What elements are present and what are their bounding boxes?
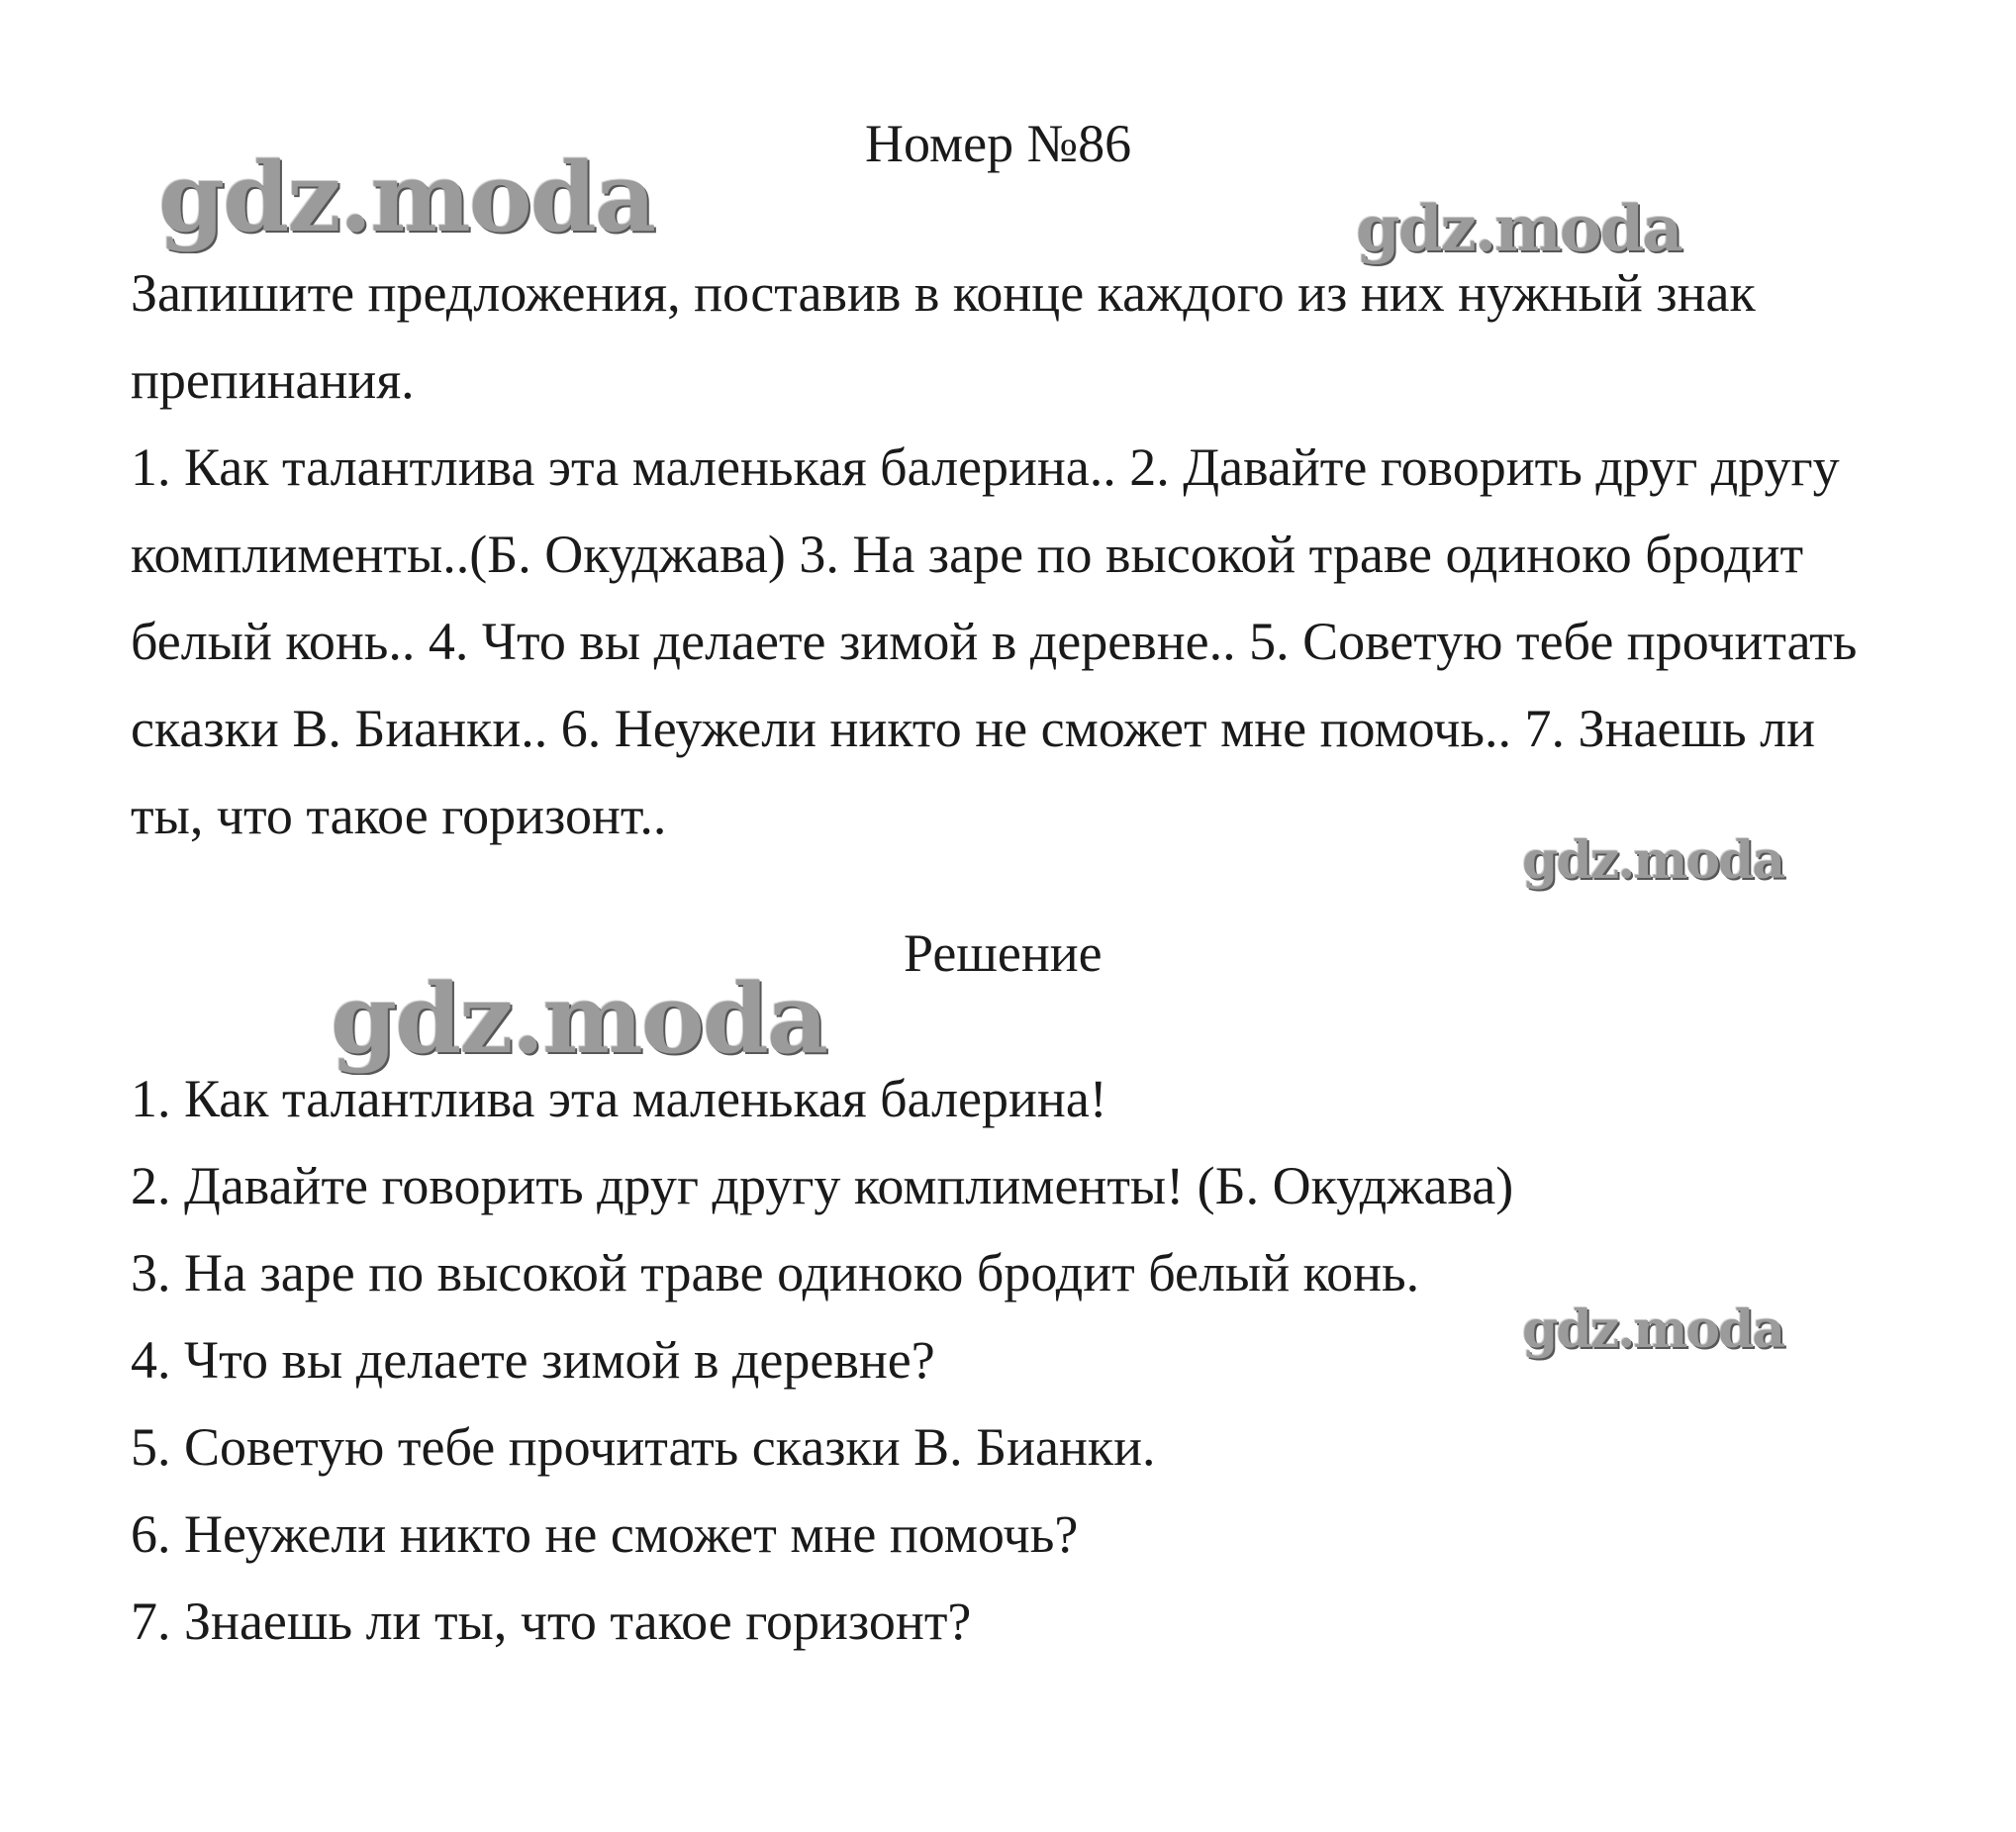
solution-title: Решение (904, 923, 1103, 983)
answer-item: 5. Советую тебе прочитать сказки В. Бианки. (131, 1417, 1156, 1477)
page-title: Номер №86 (865, 114, 1132, 173)
answer-item: 3. На заре по высокой траве одиноко бродит белый конь. (131, 1243, 1420, 1302)
watermark-logo: gdz.moda (158, 142, 655, 253)
answer-list (131, 1055, 1892, 1665)
task-text: 1. Как талантлива эта маленькая балерина.. 2. Давайте говорить друг другу комплименты..(Б. Окуджава) 3. На заре по высокой траве одиноко бродит белый конь.. 4. Что вы делаете зимой в деревне.. 5. Советую тебе прочитать сказки В. Бианки.. 6. Неужели никто не сможет мне помочь.. 7. Знаешь ли ты, что такое горизонт.. (131, 437, 1858, 845)
watermark-logo: gdz.moda (1356, 192, 1681, 266)
answer-item: 4. Что вы делаете зимой в деревне? (131, 1330, 935, 1390)
watermark-logo: gdz.moda (331, 963, 827, 1075)
answer-item: 1. Как талантлива эта маленькая балерина! (131, 1069, 1107, 1128)
task-instruction: Запишите предложения, поставив в конце каждого из них нужный знак препинания. (131, 263, 1756, 410)
watermark-logo: gdz.moda (1522, 830, 1784, 891)
answer-item: 6. Неужели никто не сможет мне помочь? (131, 1504, 1079, 1564)
watermark-logo: gdz.moda (1522, 1300, 1784, 1360)
answer-item: 2. Давайте говорить друг другу комплименты! (Б. Окуджава) (131, 1156, 1514, 1215)
answer-item: 7. Знаешь ли ты, что такое горизонт? (131, 1591, 972, 1651)
task-block (131, 249, 1892, 859)
